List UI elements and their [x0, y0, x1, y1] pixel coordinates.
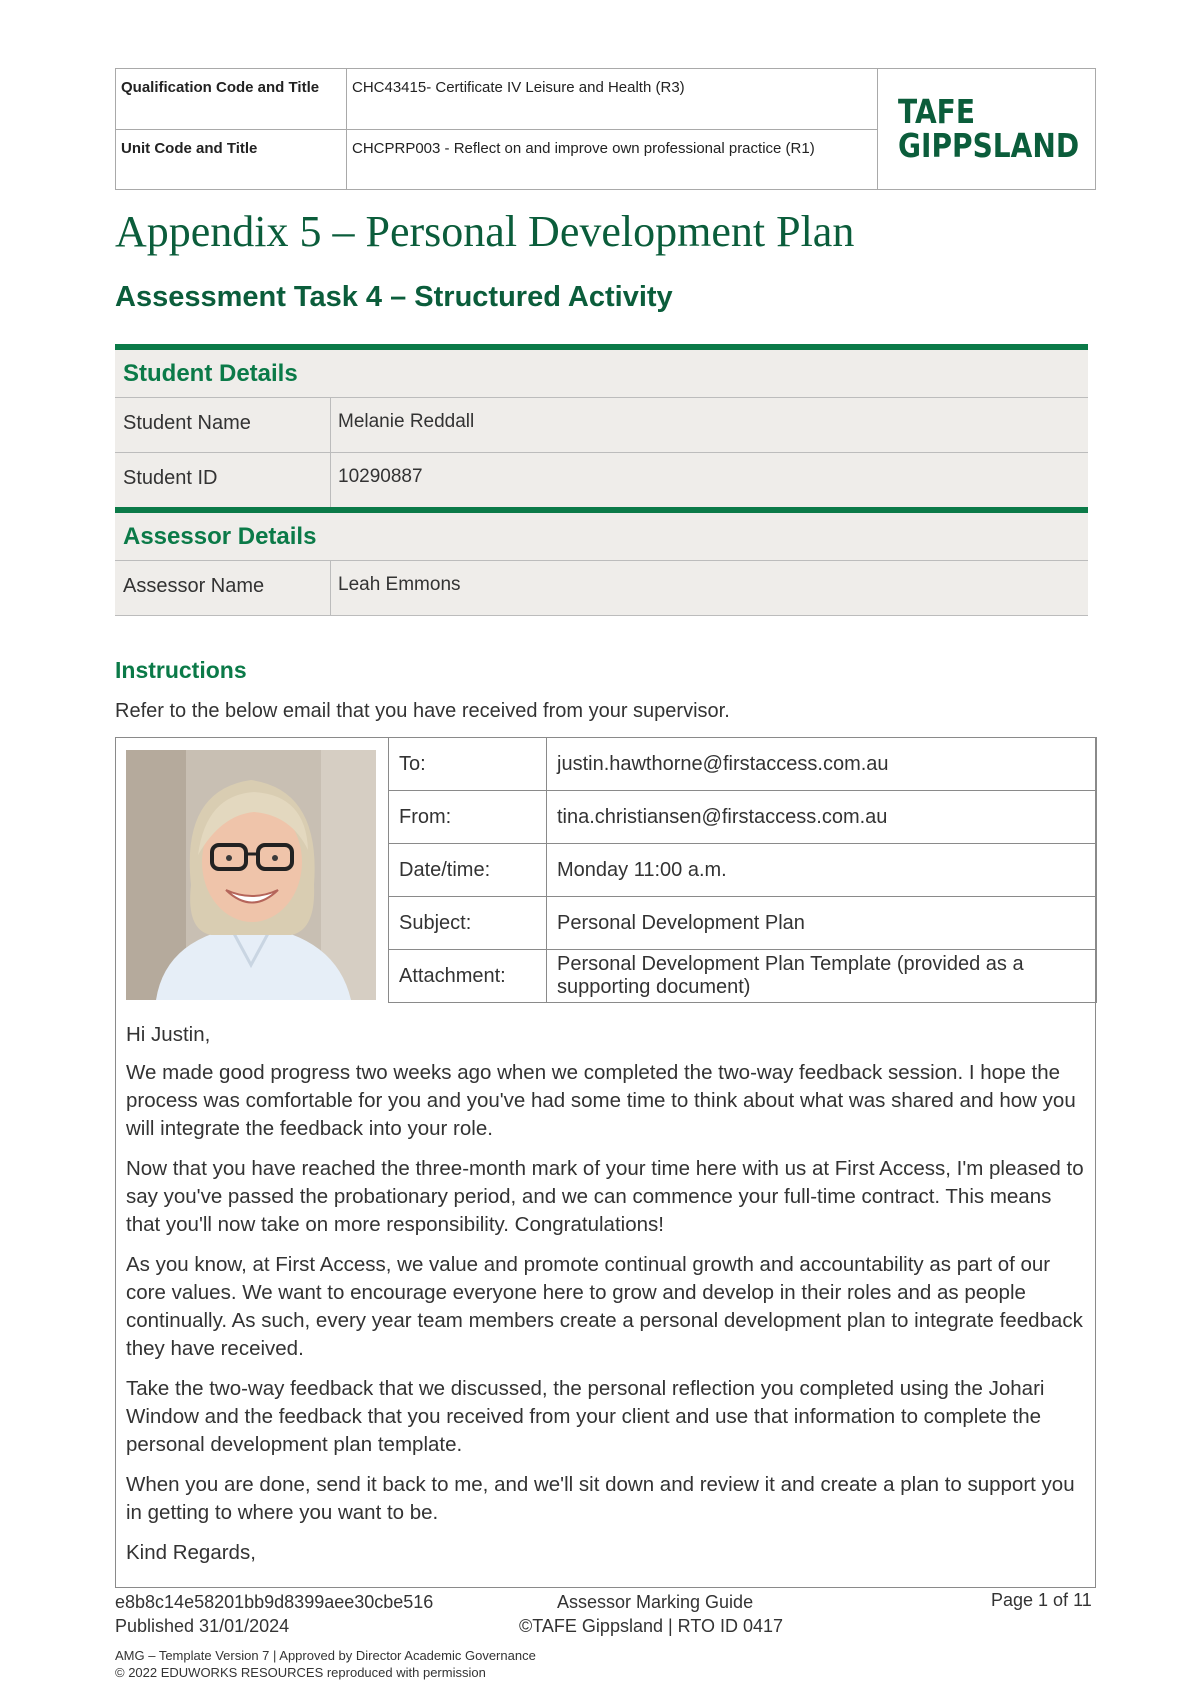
assessor-name-label: Assessor Name [115, 561, 331, 615]
email-paragraph: We made good progress two weeks ago when we completed the two-way feedback session. I hope the process was comfortable for you and you've had some time to think about what was shared and how you will integrate the feedback into your role. [126, 1061, 1076, 1140]
supervisor-photo [126, 750, 376, 1000]
from-label: From: [389, 791, 547, 844]
footer-guide: Assessor Marking Guide [557, 1592, 754, 1612]
student-id-value[interactable]: 10290887 [338, 466, 423, 487]
student-id-row [115, 452, 1088, 507]
footer-template-version: AMG – Template Version 7 | Approved by Director Academic Governance [115, 1648, 536, 1663]
email-box [115, 737, 1096, 1588]
email-header-table [388, 737, 1097, 1003]
footer-published: Published 31/01/2024 [115, 1616, 290, 1636]
page-subtitle: Assessment Task 4 – Structured Activity [115, 281, 673, 313]
email-paragraph: When you are done, send it back to me, and we'll sit down and review it and create a plan to support you in getting to where you want to be. [126, 1473, 1075, 1524]
instructions-heading: Instructions [115, 657, 247, 683]
student-name-row [115, 397, 1088, 452]
attachment-value[interactable]: Personal Development Plan Template (provided as a supporting document) [547, 950, 1097, 1003]
footer-eduworks: © 2022 EDUWORKS RESOURCES reproduced with permission [115, 1665, 486, 1680]
details-panel [115, 344, 1088, 616]
footer-copyright: ©TAFE Gippsland | RTO ID 0417 [519, 1616, 784, 1636]
assessor-details-heading: Assessor Details [115, 507, 1088, 560]
footer-hash: e8b8c14e58201bb9d8399aee30cbe516 [115, 1592, 434, 1612]
logo-line-1: TAFE [898, 92, 975, 131]
email-body [126, 1021, 1086, 1579]
datetime-value: Monday 11:00 a.m. [547, 844, 1097, 897]
qualification-label: Qualification Code and Title [116, 69, 347, 130]
to-value[interactable]: justin.hawthorne@firstaccess.com.au [547, 738, 1097, 791]
student-name-label: Student Name [115, 398, 331, 452]
email-paragraph: Take the two-way feedback that we discussed, the personal reflection you completed using the Johari Window and the feedback that you received from your client and use that information to complete the personal development plan template. [126, 1377, 1045, 1456]
qualification-value: CHC43415- Certificate IV Leisure and Health (R3) [347, 69, 878, 130]
student-details-heading: Student Details [115, 344, 1088, 397]
student-name-value[interactable]: Melanie Reddall [338, 411, 475, 432]
footer-page-number: Page 1 of 11 [991, 1590, 1092, 1610]
from-value[interactable]: tina.christiansen@firstaccess.com.au [547, 791, 1097, 844]
subject-value: Personal Development Plan [547, 897, 1097, 950]
document-header-table [115, 68, 1096, 190]
email-paragraph: As you know, at First Access, we value and promote continual growth and accountability as part of our core values. We want to encourage everyone here to grow and develop in their roles and as people continually. As such, every year team members create a personal development plan to integrate feedback they have received. [126, 1253, 1083, 1360]
unit-label: Unit Code and Title [116, 129, 347, 190]
logo-line-2: GIPPSLAND [898, 126, 1080, 165]
tafe-logo [878, 69, 1096, 190]
email-signoff: Kind Regards, [126, 1541, 256, 1564]
attachment-label: Attachment: [389, 950, 547, 1003]
assessor-name-row [115, 560, 1088, 616]
page-title: Appendix 5 – Personal Development Plan [115, 207, 855, 256]
unit-value: CHCPRP003 - Reflect on and improve own professional practice (R1) [347, 129, 878, 190]
instructions-text: Refer to the below email that you have received from your supervisor. [115, 700, 730, 722]
datetime-label: Date/time: [389, 844, 547, 897]
student-id-label: Student ID [115, 453, 331, 507]
portrait-illustration [126, 750, 376, 1000]
to-label: To: [389, 738, 547, 791]
subject-label: Subject: [389, 897, 547, 950]
assessor-name-value[interactable]: Leah Emmons [338, 574, 461, 595]
email-paragraph: Now that you have reached the three-month mark of your time here with us at First Access, I'm pleased to say you've passed the probationary period, and we can commence your full-time contract. This means that you'll now take on more responsibility. Congratulations! [126, 1157, 1084, 1236]
email-greeting: Hi Justin, [126, 1023, 211, 1046]
